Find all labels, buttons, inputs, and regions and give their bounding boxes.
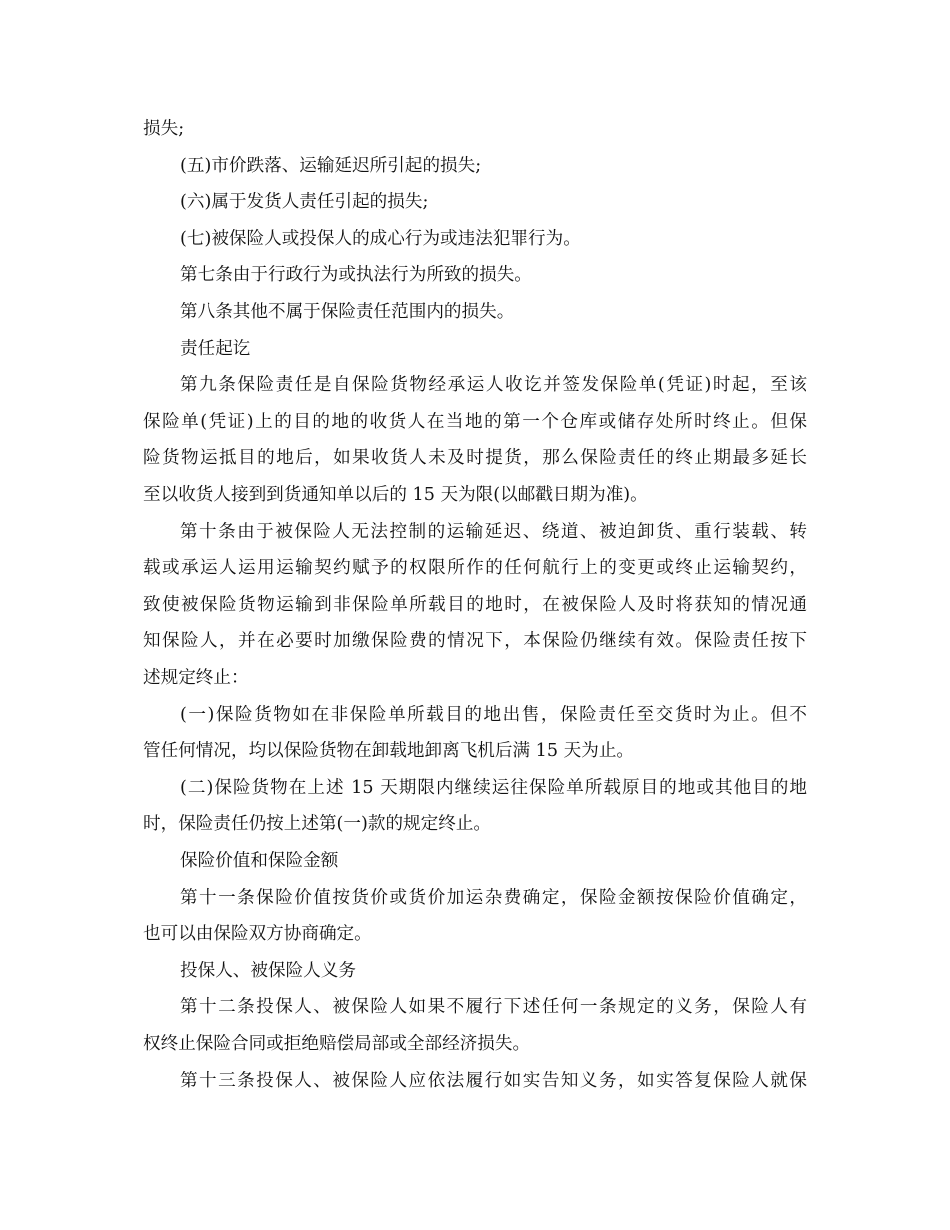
text-line: 第十条由于被保险人无法控制的运输延迟、绕道、被迫卸货、重行装载、转: [180, 521, 807, 542]
text-line: 第九条保险责任是自保险货物经承运人收讫并签发保险单(凭证)时起，至该: [180, 375, 807, 396]
section-heading: 投保人、被保险人义务: [180, 960, 356, 981]
text-line: 第十三条投保人、被保险人应依法履行如实告知义务，如实答复保险人就保: [180, 1070, 807, 1091]
text-line: 第十一条保险价值按货价或货价加运杂费确定，保险金额按保险价值确定，: [180, 887, 807, 908]
text-line: (五)市价跌落、运输延迟所引起的损失;: [180, 155, 482, 176]
section-heading: 责任起讫: [180, 338, 251, 359]
text-line: (二)保险货物在上述 15 天期限内继续运往保险单所载原目的地或其他目的地: [180, 777, 807, 798]
text-line: 险货物运抵目的地后，如果收货人未及时提货，那么保险责任的终止期最多延长: [143, 448, 807, 469]
section-heading: 保险价值和保险金额: [180, 851, 339, 871]
text-line: 管任何情况，均以保险货物在卸载地卸离飞机后满 15 天为止。: [143, 741, 635, 762]
text-line: (六)属于发货人责任引起的损失;: [180, 192, 429, 213]
text-line: 保险单(凭证)上的目的地的收货人在当地的第一个仓库或储存处所时终止。但保: [143, 411, 807, 432]
text-line: 时，保险责任仍按上述第(一)款的规定终止。: [143, 814, 492, 835]
text-line: 第七条由于行政行为或执法行为所致的损失。: [180, 265, 532, 286]
text-line: 至以收货人接到到货通知单以后的 15 天为限(以邮戳日期为准)。: [143, 485, 648, 505]
text-line: 第十二条投保人、被保险人如果不履行下述任何一条规定的义务，保险人有: [180, 997, 807, 1018]
text-line: 也可以由保险双方协商确定。: [143, 924, 372, 945]
text-line: (一)保险货物如在非保险单所载目的地出售，保险责任至交货时为止。但不: [180, 704, 807, 725]
text-line: 第八条其他不属于保险责任范围内的损失。: [180, 302, 515, 322]
text-line: 知保险人，并在必要时加缴保险费的情况下，本保险仍继续有效。保险责任按下: [143, 631, 807, 652]
text-line: 权终止保险合同或拒绝赔偿局部或全部经济损失。: [143, 1034, 531, 1054]
text-line: 致使被保险货物运输到非保险单所载目的地时，在被保险人及时将获知的情况通: [143, 594, 807, 615]
text-line: 损失;: [143, 119, 185, 139]
text-line: 述规定终止：: [143, 668, 249, 688]
text-line: (七)被保险人或投保人的成心行为或违法犯罪行为。: [180, 228, 581, 249]
text-line: 载或承运人运用运输契约赋予的权限所作的任何航行上的变更或终止运输契约，: [143, 558, 807, 579]
